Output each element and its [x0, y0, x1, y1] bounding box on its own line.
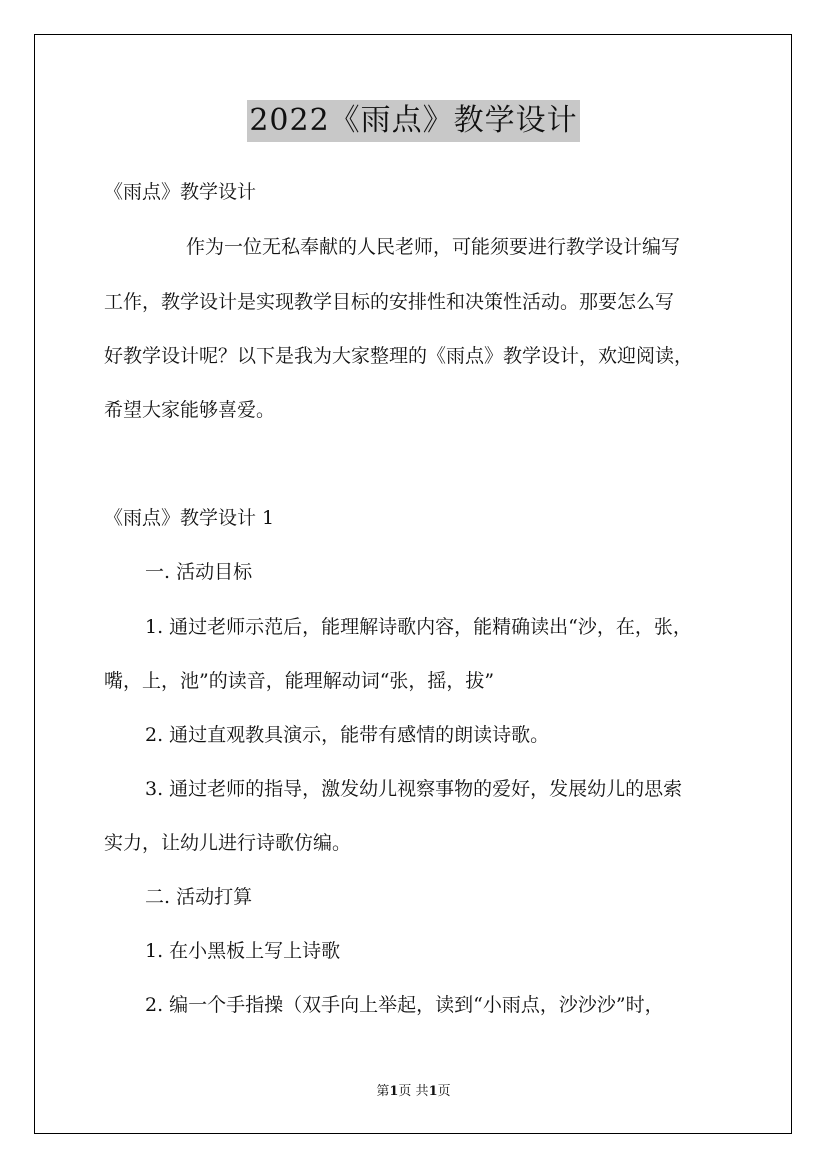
subtitle-line: 《雨点》教学设计 — [104, 181, 257, 203]
paragraph-line: 工作，教学设计是实现教学目标的安排性和决策性活动。那要怎么写 — [104, 291, 675, 313]
list-item-line: 3. 通过老师的指导，激发幼儿视察事物的爱好，发展幼儿的思索 — [145, 778, 683, 800]
subsection-heading: 一. 活动目标 — [145, 561, 253, 583]
subsection-heading: 二. 活动打算 — [145, 886, 253, 908]
title-container — [0, 100, 827, 142]
footer-mid: 页 共 — [398, 1084, 429, 1099]
document-title: 2022《雨点》教学设计 — [247, 100, 579, 142]
footer-page-number: 1 — [389, 1084, 399, 1099]
list-item-line: 1. 通过老师示范后，能理解诗歌内容，能精确读出“沙，在，张， — [145, 616, 692, 638]
list-item-line: 2. 编一个手指操（双手向上举起，读到“小雨点，沙沙沙”时， — [145, 994, 664, 1016]
list-item-line: 实力，让幼儿进行诗歌仿编。 — [104, 832, 352, 854]
footer-page-total: 1 — [428, 1084, 438, 1099]
paragraph-line: 希望大家能够喜爱。 — [104, 399, 276, 421]
list-item-line: 2. 通过直观教具演示，能带有感情的朗读诗歌。 — [145, 724, 550, 746]
footer-prefix: 第 — [376, 1084, 390, 1099]
footer-suffix: 页 — [437, 1084, 451, 1099]
list-item-line: 嘴，上，池”的读音，能理解动词“张，摇，拔” — [104, 670, 495, 692]
list-item-line: 1. 在小黑板上写上诗歌 — [145, 940, 341, 962]
page-footer — [0, 1084, 827, 1100]
section-heading: 《雨点》教学设计 1 — [104, 507, 275, 529]
paragraph-line: 好教学设计呢？以下是我为大家整理的《雨点》教学设计，欢迎阅读， — [104, 345, 694, 367]
paragraph-line: 作为一位无私奉献的人民老师，可能须要进行教学设计编写 — [186, 236, 681, 258]
